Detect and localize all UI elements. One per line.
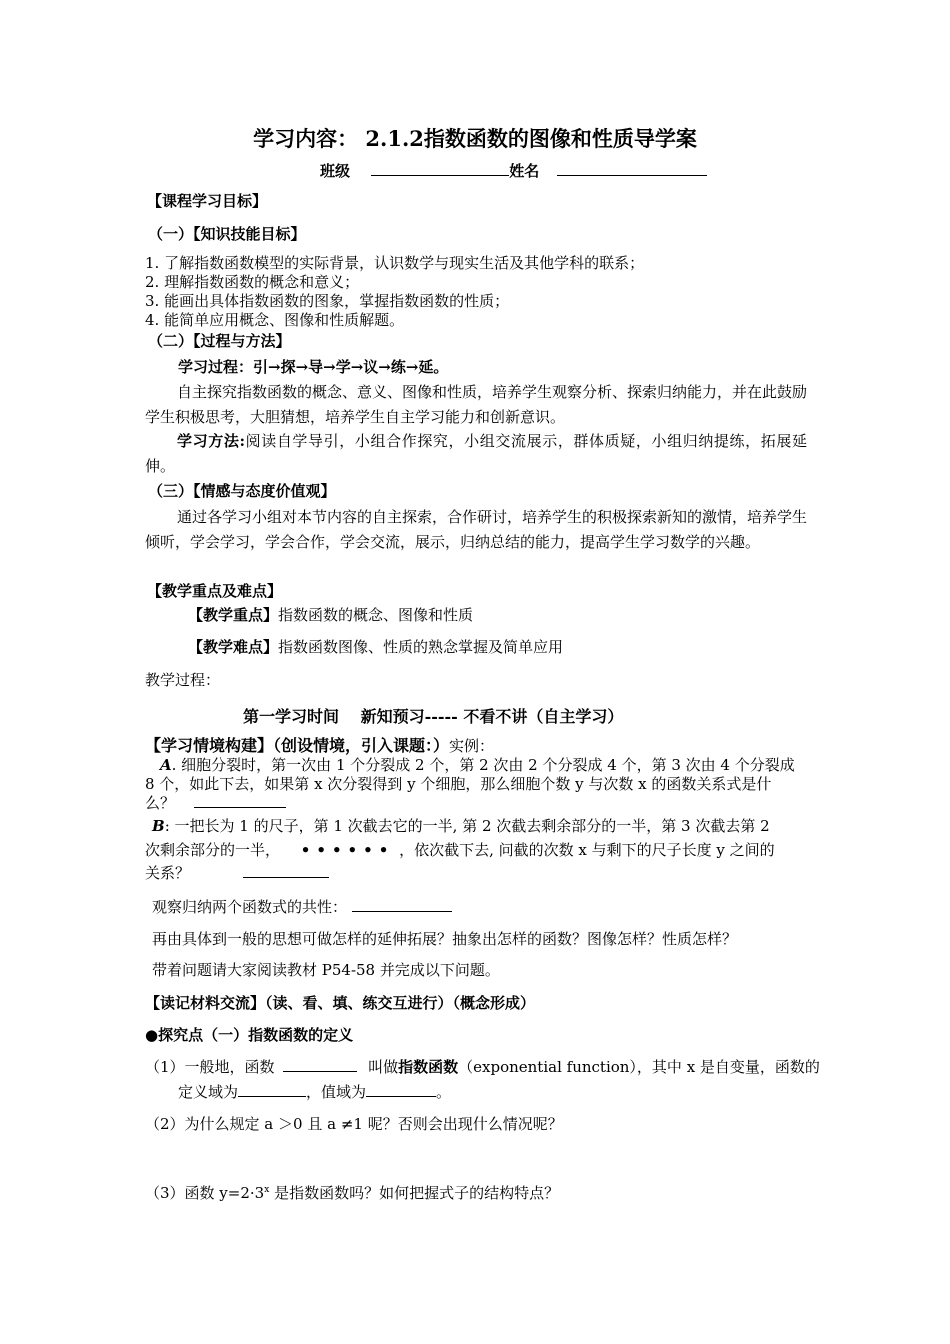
name-blank[interactable] [557, 161, 707, 176]
example-a-label: A [160, 756, 172, 774]
focus-row [188, 604, 473, 626]
method-paragraph [145, 429, 807, 479]
keypoints-header: 【教学重点及难点】 [147, 582, 283, 600]
knowledge-item: 3. 能画出具体指数函数的图象，掌握指数函数的性质； [145, 292, 510, 310]
difficulty-row [188, 636, 563, 658]
method-text: 阅读自学导引，小组合作探究，小组交流展示，群体质疑，小组归纳提练，拓展延伸。 [145, 432, 807, 475]
process-paragraph [145, 380, 807, 430]
q1-text-b: 叫做 [368, 1058, 399, 1076]
observe-text: 观察归纳两个函数式的共性： [152, 898, 348, 916]
example-a-tail: 么？ [145, 794, 176, 812]
question-2: （2）为什么规定 a ＞0 且 a ≠1 呢？否则会出现什么情况呢？ [145, 1115, 563, 1133]
class-label: 班级 [320, 162, 351, 180]
observe-row [152, 896, 452, 918]
context-label: 【学习情境构建】（创设情境，引入课题：） [145, 736, 450, 755]
example-b-text: : 一把长为 1 的尺子，第 1 次截去它的一半, 第 2 次截去剩余部分的一半，第 3 次截去第 2 [164, 817, 770, 835]
knowledge-item: 1. 了解指数函数模型的实际背景，认识数学与现实生活及其他学科的联系； [145, 254, 645, 272]
emotion-text: 通过各学习小组对本节内容的自主探索，合作研讨，培养学生的积极探索新知的激情，培养学生倾听，学会学习，学会合作，学会交流，展示，归纳总结的能力，提高学生学习数学的兴趣。 [145, 508, 808, 551]
knowledge-item: 4. 能简单应用概念、图像和性质解题。 [145, 311, 405, 329]
q1-text-c: （exponential function），其中 x 是自变量，函数的 [458, 1058, 820, 1076]
question-1 [145, 1056, 820, 1078]
q3-exponent: x [264, 1185, 270, 1195]
q1-text-e: ，值域为 [306, 1083, 367, 1101]
extend-line: 再由具体到一般的思想可做怎样的延伸拓展？抽象出怎样的函数？图像怎样？性质怎样？ [152, 930, 738, 948]
emotion-header: （三）【情感与态度价值观】 [148, 482, 336, 500]
example-b-line [152, 815, 770, 837]
focus-label: 【教学重点】 [188, 606, 279, 624]
process-steps: 学习过程：引→探→导→学→议→练→延。 [178, 358, 449, 376]
knowledge-item: 2. 理解指数函数的概念和意义； [145, 273, 360, 291]
domain-blank[interactable] [238, 1082, 306, 1097]
emotion-paragraph [145, 505, 807, 555]
example-b-label: B [152, 817, 165, 835]
q1-text-f: 。 [436, 1083, 452, 1101]
knowledge-header: （一）【知识技能目标】 [148, 225, 306, 243]
q1-bold-term: 指数函数 [398, 1058, 459, 1076]
focus-text: 指数函数的概念、图像和性质 [278, 606, 474, 624]
section2-heading: 【读记材料交流】（读、看、填、练交互进行）（概念形成） [145, 994, 536, 1012]
teaching-process-label: 教学过程： [145, 671, 221, 689]
q1-text-a: （1）一般地，函数 [145, 1058, 275, 1076]
observe-blank[interactable] [352, 897, 452, 912]
method-label: 学习方法: [177, 432, 245, 450]
page-title: 学习内容： 2.1.2指数函数的图像和性质导学案 [253, 126, 697, 151]
question-3 [145, 1179, 559, 1204]
example-b-line [145, 862, 329, 884]
question-1-cont [178, 1081, 451, 1103]
process-paragraph-text: 自主探究指数函数的概念、意义、图像和性质，培养学生观察分析、探索归纳能力，并在此鼓励学生积极思考，大胆猜想，培养学生自主学习能力和创新意识。 [145, 383, 808, 426]
context-tail: 实例： [449, 737, 495, 755]
difficulty-label: 【教学难点】 [188, 638, 279, 656]
example-a-line: 8 个，如此下去，如果第 x 次分裂得到 y 个细胞，那么细胞个数 y 与次数 x 的函数关系式是什 [145, 775, 772, 793]
answer-a-blank[interactable] [194, 793, 286, 808]
class-blank[interactable] [371, 161, 509, 176]
class-row [320, 160, 707, 182]
name-label: 姓名 [509, 162, 540, 180]
range-blank[interactable] [366, 1082, 436, 1097]
process-header: （二）【过程与方法】 [148, 332, 291, 350]
function-blank[interactable] [283, 1057, 357, 1072]
q1-text-d: 定义域为 [178, 1083, 239, 1101]
example-a-text: . 细胞分裂时，第一次由 1 个分裂成 2 个，第 2 次由 2 个分裂成 4 个，第 3 次由 4 个分裂成 [171, 756, 795, 774]
section1-heading: 第一学习时间 新知预习----- 不看不讲（自主学习） [243, 707, 624, 726]
answer-b-blank[interactable] [243, 863, 329, 878]
example-a-line [145, 792, 286, 814]
goals-header: 【课程学习目标】 [147, 192, 268, 210]
example-b-text2b: ，依次截下去, 问截的次数 x 与剩下的尺子长度 y 之间的 [399, 841, 775, 859]
example-b-line [145, 839, 775, 861]
example-b-tail: 关系？ [145, 864, 191, 882]
q3-text-b: 是指数函数吗？如何把握式子的结构特点？ [269, 1184, 560, 1202]
read-line: 带着问题请大家阅读教材 P54-58 并完成以下问题。 [152, 961, 500, 979]
difficulty-text: 指数函数图像、性质的熟念掌握及简单应用 [278, 638, 564, 656]
ellipsis-dots: •••••• [300, 841, 395, 859]
example-b-text2a: 次剩余部分的一半， [145, 841, 281, 859]
q3-text-a: （3）函数 y=2·3 [145, 1184, 265, 1202]
point1-heading: ●探究点（一）指数函数的定义 [145, 1026, 354, 1044]
